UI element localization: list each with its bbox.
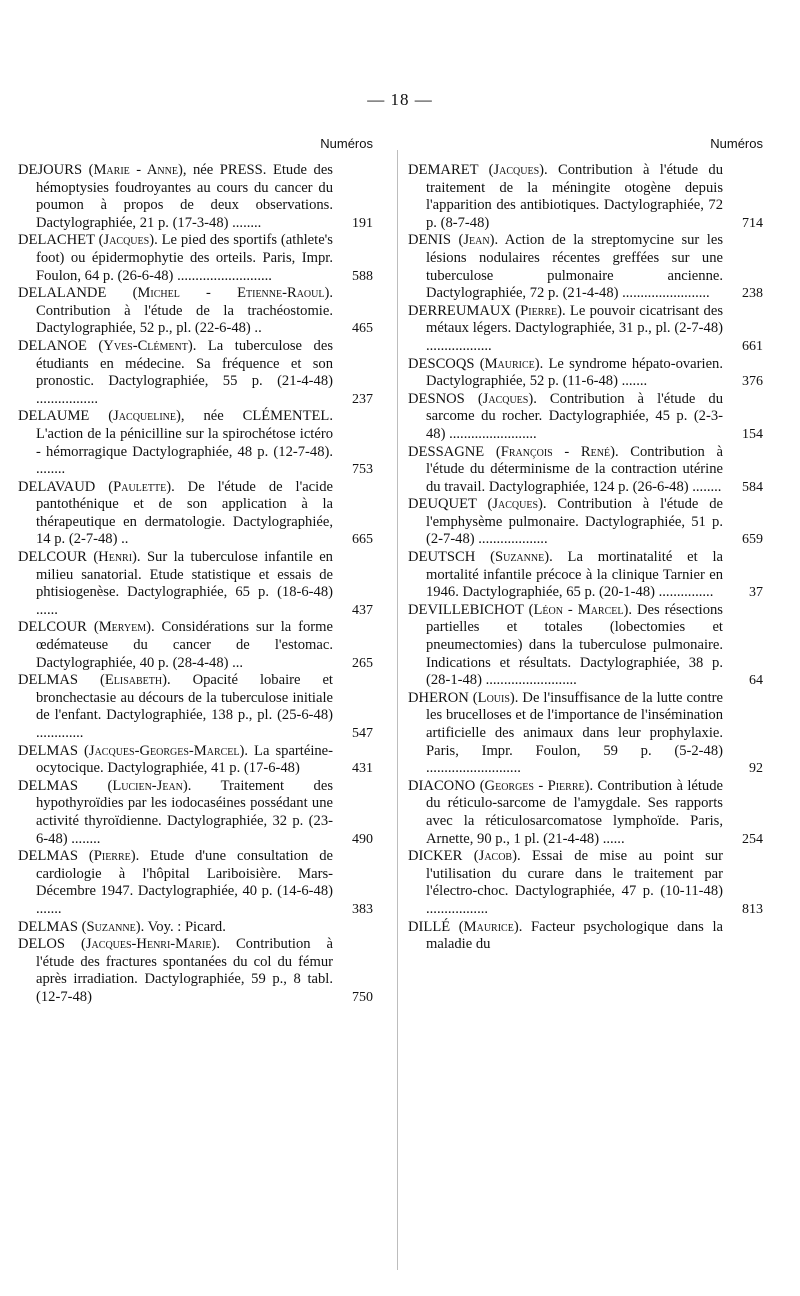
author-surname: DILLÉ	[408, 918, 451, 935]
author-surname: DEJOURS	[18, 162, 83, 178]
author-forename: (Jacques)	[477, 390, 534, 407]
thesis-description: . Contribution à létude du réticulo-sarcome de l'amygdale. Ses rapports avec la réticulosarcomatose lymphoïde. Paris, Arnette, 90 p., 1 pl. (21-4-48) ......	[426, 777, 723, 847]
thesis-number: 465	[352, 321, 373, 337]
thesis-number: 383	[352, 901, 373, 917]
index-entry	[408, 444, 763, 497]
thesis-number: 714	[742, 215, 763, 231]
author-surname: DELMAS	[18, 742, 78, 759]
author-forename: (Paulette)	[108, 478, 172, 495]
index-entry	[408, 391, 763, 444]
thesis-description: . Traitement des hypothyroïdies par les iodocaséines possédant une activité thyroïdienne. Dactylographiée, 32 p. (23-6-48) ........	[36, 777, 334, 847]
index-entry	[408, 496, 763, 549]
author-forename: (Jacques-Georges-Marcel)	[84, 742, 245, 759]
index-entry	[18, 232, 373, 285]
thesis-description: . Considérations sur la forme œdémateuse du cancer de l'estomac. Dactylographiée, 40 p. (28-4-48) ...	[36, 619, 333, 671]
thesis-description: . Facteur psychologique dans la maladie du	[426, 918, 723, 953]
thesis-number: 92	[749, 761, 763, 777]
thesis-description: . Contribution à l'étude du sarcome du rocher. Dactylographiée, 45 p. (2-3-48) ........................	[426, 390, 723, 442]
column-divider	[397, 150, 398, 1270]
index-entry	[18, 285, 373, 338]
index-entry	[408, 356, 763, 391]
author-forename: (Yves-Clément)	[98, 337, 193, 354]
thesis-number: 37	[749, 585, 763, 601]
author-forename: (Jacques)	[487, 496, 543, 513]
thesis-number: 813	[742, 901, 763, 917]
index-entry	[408, 778, 763, 848]
author-surname: DIACONO	[408, 777, 476, 794]
author-surname: DELACHET	[18, 232, 95, 249]
author-forename: (Maurice)	[479, 355, 540, 372]
index-entry	[18, 919, 373, 937]
author-forename: (Maurice)	[458, 918, 519, 935]
index-entry	[408, 690, 763, 778]
thesis-description: . Action de la streptomycine sur les lésions nodulaires récentes greffées sur une tuberculose pulmonaire ancienne. Dactylographiée, 72 p. (21-4-48) ........................	[426, 232, 723, 302]
thesis-number: 376	[742, 374, 763, 390]
index-entry	[408, 848, 763, 918]
thesis-description: . Le pied des sportifs (athlete's foot) ou épidermophytie des orteils. Paris, Impr. Foulon, 64 p. (26-6-48) ..........................	[36, 232, 333, 284]
left-column	[18, 135, 373, 1007]
author-forename: (Pierre)	[515, 302, 562, 319]
thesis-description: . La spartéine-ocytocique. Dactylographiée, 41 p. (17-6-48)	[36, 742, 334, 777]
thesis-number: 64	[749, 673, 763, 689]
author-forename: (Georges - Pierre)	[479, 777, 590, 794]
author-forename: (Michel - Etienne-Raoul)	[132, 285, 330, 302]
author-forename: (Jacques)	[98, 232, 155, 249]
author-forename: (Henri)	[93, 549, 137, 566]
author-surname: DELOS	[18, 936, 66, 953]
author-surname: DELCOUR	[18, 619, 87, 636]
index-entry	[18, 936, 373, 1006]
index-entry	[18, 672, 373, 742]
author-surname: DESSAGNE	[408, 443, 485, 460]
author-surname: DELAUME	[18, 408, 90, 425]
author-forename: (Marie - Anne)	[88, 162, 183, 178]
author-surname: DELMAS	[18, 918, 78, 935]
thesis-number: 547	[352, 726, 373, 741]
index-entry	[18, 162, 373, 232]
index-entry	[408, 162, 763, 232]
author-surname: DELMAS	[18, 672, 78, 689]
thesis-description: . Voy. : Picard.	[140, 918, 226, 935]
index-entry	[18, 479, 373, 549]
thesis-description: . Contribution à l'étude des fractures spontanées du col du fémur après irradiation. Dactylographiée, 59 p., 8 tabl. (12-7-48)	[36, 936, 333, 1005]
index-entry	[18, 338, 373, 408]
thesis-number: 661	[742, 338, 763, 354]
author-forename: (Jacques)	[488, 162, 545, 178]
thesis-number: 437	[352, 602, 373, 618]
author-surname: DICKER	[408, 848, 463, 865]
index-entry	[408, 919, 763, 954]
author-forename: (Jacob)	[473, 848, 517, 865]
author-surname: DENIS	[408, 232, 451, 249]
thesis-number: 265	[352, 655, 373, 671]
author-forename: (Jacqueline)	[108, 408, 181, 425]
author-forename: (Jacques-Henri-Marie)	[81, 936, 217, 953]
index-entry	[408, 549, 763, 602]
author-surname: DESCOQS	[408, 355, 475, 372]
thesis-number: 237	[352, 391, 373, 407]
thesis-description: . Opacité lobaire et bronchectasie au décours de la tuberculose initiale de l'enfant. Dactylographiée, 138 p., pl. (25-6-48) .............	[36, 672, 333, 741]
thesis-description: , née CLÉMENTEL. L'action de la pénicilline sur la spirochétose ictéro - hémorragique Dactylographiée, 48 p. (12-7-48). ........	[36, 408, 333, 478]
author-forename: (Lucien-Jean)	[107, 777, 188, 794]
author-surname: DELAVAUD	[18, 478, 96, 495]
thesis-description: . De l'insuffisance de la lutte contre les brucelloses et de l'importance de l'insémination artificielle des animaux dans leur prophylaxie. Paris, Impr. Foulon, 59 p. (5-2-48) ..........................	[426, 689, 723, 777]
thesis-description: . De l'étude de l'acide pantothénique et de son application à la thérapeutique en dermatologie. Dactylographiée, 14 p. (2-7-48) ..	[36, 478, 333, 548]
thesis-number: 191	[352, 215, 373, 231]
author-surname: DEMARET	[408, 162, 479, 178]
thesis-description: , née PRESS. Etude des hémoptysies foudroyantes au cours du cancer du poumon à propos de deux observations. Dactylographiée, 21 p. (17-3-48) ........	[36, 162, 333, 231]
index-entry	[408, 232, 763, 302]
page-number: — 18 —	[367, 90, 433, 109]
thesis-description: . Etude d'une consultation de cardiologie à l'hôpital Lariboisière. Mars-Décembre 1947. Dactylographiée, 40 p. (14-6-48) .......	[36, 848, 333, 917]
index-entry	[18, 408, 373, 478]
thesis-description: . Le pouvoir cicatrisant des métaux légers. Dactylographiée, 31 p., pl. (2-7-48) ..................	[426, 302, 724, 354]
index-entry	[18, 743, 373, 778]
author-surname: DERREUMAUX	[408, 302, 511, 319]
author-forename: (Jean)	[458, 232, 495, 249]
thesis-description: . Sur la tuberculose infantile en milieu sanatorial. Etude statistique et essais de phtisiogenèse. Dactylographiée, 65 p. (18-6-48) ......	[36, 549, 333, 618]
author-surname: DELMAS	[18, 777, 78, 794]
thesis-number: 659	[742, 532, 763, 548]
thesis-description: . La mortinatalité et la mortalité infantile précoce à la clinique Tarnier en 1946. Dactylographiée, 65 p. (20-1-48) ...............	[426, 549, 724, 601]
author-forename: (Meryem)	[93, 619, 151, 636]
index-entry	[408, 303, 763, 356]
thesis-number: 588	[352, 268, 373, 284]
author-surname: DELMAS	[18, 848, 78, 865]
author-surname: DEUQUET	[408, 496, 477, 513]
author-surname: DELALANDE	[18, 285, 107, 302]
thesis-description: . Des résections partielles et totales (lobectomies et pneumectomies) dans la tuberculose pulmonaire. Indications et résultats. Dactylographiée, 38 p. (28-1-48) .........................	[426, 601, 723, 689]
index-entry	[408, 602, 763, 690]
author-forename: (Suzanne)	[81, 918, 141, 935]
column-header: Numéros	[710, 136, 763, 151]
thesis-description: . Contribution à l'étude de la trachéostomie. Dactylographiée, 52 p., pl. (22-6-48) ..	[36, 285, 333, 337]
author-surname: DELCOUR	[18, 549, 87, 566]
author-forename: (Pierre)	[88, 848, 136, 865]
index-entry	[18, 778, 373, 848]
author-surname: DELANOE	[18, 337, 87, 354]
author-surname: DEUTSCH	[408, 549, 476, 566]
column-header: Numéros	[320, 136, 373, 151]
thesis-description: . Contribution à l'étude du traitement de la méningite otogène depuis l'apparition des antibiotiques. Dactylographiée, 72 p. (8-7-48)	[426, 162, 723, 231]
author-surname: DEVILLEBICHOT	[408, 601, 524, 618]
thesis-number: 431	[352, 761, 373, 777]
thesis-number: 584	[742, 479, 763, 495]
thesis-description: . Le syndrome hépato-ovarien. Dactylographiée, 52 p. (11-6-48) .......	[426, 355, 723, 390]
thesis-number: 753	[352, 462, 373, 478]
thesis-description: . Contribution à l'étude de l'emphysème pulmonaire. Dactylographiée, 51 p. (2-7-48) ...................	[426, 496, 724, 548]
thesis-description: . Essai de mise au point sur l'utilisation du curare dans le traitement par l'électro-choc. Dactylographiée, 47 p. (10-11-48) .................	[426, 848, 724, 917]
thesis-number: 750	[352, 989, 373, 1005]
thesis-description: . La tuberculose des étudiants en médecine. Sa fréquence et son pronostic. Dactylographiée, 55 p. (21-4-48) .................	[36, 337, 333, 407]
author-forename: (François - René)	[495, 443, 615, 460]
author-forename: (Louis)	[472, 689, 515, 706]
index-entry	[18, 619, 373, 672]
author-surname: DHERON	[408, 689, 469, 706]
index-entry	[18, 848, 373, 918]
index-entry	[18, 549, 373, 619]
thesis-number: 238	[742, 286, 763, 302]
author-surname: DESNOS	[408, 390, 465, 407]
thesis-number: 665	[352, 532, 373, 548]
thesis-number: 254	[742, 831, 763, 847]
thesis-number: 490	[352, 831, 373, 847]
author-forename: (Elisabeth)	[99, 672, 167, 689]
right-column	[408, 135, 763, 954]
thesis-description: . Contribution à l'étude du déterminisme de la contraction utérine du travail. Dactylographiée, 124 p. (26-6-48) ........	[426, 443, 723, 495]
author-forename: (Léon - Marcel)	[528, 601, 629, 618]
author-forename: (Suzanne)	[490, 549, 550, 566]
thesis-number: 154	[742, 426, 763, 442]
